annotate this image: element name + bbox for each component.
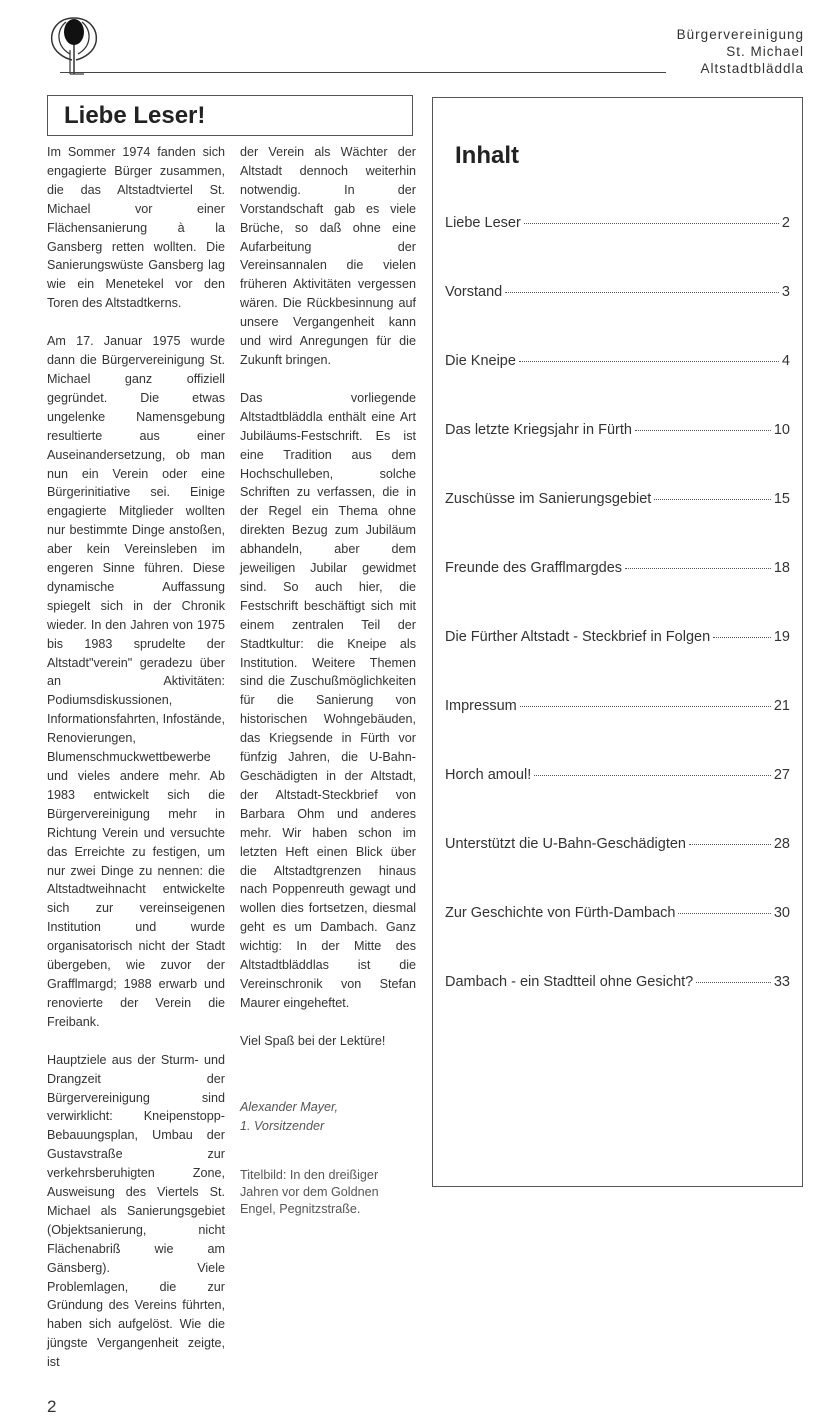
toc-entry[interactable] — [445, 422, 790, 438]
cover-caption: Titelbild: In den dreißiger Jahren vor dem Goldnen Engel, Pegnitzstraße. — [240, 1167, 379, 1216]
toc-entry[interactable] — [445, 836, 790, 852]
masthead — [677, 26, 804, 77]
toc-leader-dots — [654, 499, 771, 500]
paragraph: Hauptziele aus der Sturm- und Drangzeit der Bürgervereinigung sind verwirklicht: Kneipenstopp-Bebauungsplan, Umbau der Gustavstraße zur verkehrsberuhigten Zone, Ausweisung des Viertels St. Michael als Sanierungsgebiet (Objektsanierung, nicht Flächenabriß wie am Gänsberg). Viele Problemlagen, die zur Gründung des Vereins führten, haben sich aufgelöst. Wie die jüngste Vergangenheit zeigte, ist — [47, 1052, 225, 1370]
toc-leader-dots — [689, 844, 771, 845]
toc-entry-label: Freunde des Grafflmargdes — [445, 560, 623, 576]
toc-entry-page: 33 — [773, 974, 790, 990]
toc-entry-page: 28 — [773, 836, 790, 852]
toc-title: Inhalt — [455, 142, 519, 169]
page-number: 2 — [47, 1397, 57, 1417]
toc-entry-page: 27 — [773, 767, 790, 783]
masthead-line-1: Bürgervereinigung — [676, 27, 804, 42]
toc-entry-label: Das letzte Kriegsjahr in Fürth — [445, 422, 632, 438]
table-of-contents — [432, 97, 803, 1187]
toc-entry[interactable] — [445, 905, 790, 921]
toc-entry-label: Impressum — [445, 698, 517, 714]
article-column-1 — [47, 143, 225, 1417]
toc-entry[interactable] — [445, 629, 790, 645]
toc-leader-dots — [635, 430, 771, 431]
masthead-line-3: Altstadtbläddla — [700, 61, 804, 76]
toc-entry-page: 19 — [773, 629, 790, 645]
toc-entry-label: Horch amoul! — [445, 767, 532, 783]
toc-entry-label: Liebe Leser — [445, 215, 521, 231]
toc-entry[interactable] — [445, 353, 790, 369]
toc-leader-dots — [696, 982, 771, 983]
toc-entry-label: Dambach - ein Stadtteil ohne Gesicht? — [445, 974, 694, 990]
toc-entry[interactable] — [445, 215, 790, 231]
toc-entry[interactable] — [445, 284, 790, 300]
toc-leader-dots — [713, 637, 771, 638]
paragraph: Das vorliegende Altstadtbläddla enthält eine Art Jubiläums-Festschrift. Es ist eine Tradition aus dem Hochschulleben, solche Schriften zu verfassen, die in der Regel ein Thema ohne direkten Bezug zum Jubiläum abhandeln, aber dem jeweiligen Jubilar gewidmet sind. So auch hier, die Festschrift beschäftigt sich mit einem zentralen Teil der Stadtkultur: die Kneipe als Institution. Weitere Themen sind die Zuschußmöglichkeiten für die Sanierung von historischen Wohngebäuden, das Kriegsende in Fürth vor fünfzig Jahren, die U-Bahn-Geschädigten in der Altstadt, der Altstadt-Steckbrief von Barbara Ohm und anderes mehr. Wir haben schon im letzten Heft einen Blick über die Altstadtgrenzen hinaus nach Poppenreuth gewagt und wollen dies fortsetzen, diesmal geht es um Dambach. Ganz wichtig: In der Mitte des Altstadtbläddlas ist die Vereinschronik von Stefan Maurer eingeheftet. — [240, 390, 416, 1010]
toc-leader-dots — [505, 292, 779, 293]
toc-entry-page: 30 — [773, 905, 790, 921]
toc-entry[interactable] — [445, 974, 790, 990]
toc-entry[interactable] — [445, 491, 790, 507]
toc-entry-page: 10 — [773, 422, 790, 438]
toc-entry-label: Vorstand — [445, 284, 503, 300]
paragraph: Am 17. Januar 1975 wurde dann die Bürgervereinigung St. Michael ganz offiziell gegründet. Die etwas ungelenke Namensgebung resultierte aus einer Auseinandersetzung, ob man nun ein Verein oder eine Bürgerinitiative sei. Einige engagierte Mitglieder wollten nur bestimmte Dinge anstoßen, aber kein Vereinsleben im engeren Sinne führen. Diese dynamische Auffassung spiegelt sich in der Chronik wieder. In den Jahren von 1975 bis 1983 sprudelte der Altstadt"verein" geradezu über an Aktivitäten: Podiumsdiskussionen, Informationsfahrten, Infostände, Renovierungen, Blumenschmuckwettbewerbe und vieles andere mehr. Ab 1983 entwickelt sich die Bürgervereinigung mehr in Richtung Verein und versuchte das Erreichte zu festigen, um nur zwei Dinge zu nennen: die Altstadtweihnacht entwickelte sich zur vereinseigenen Institution und wurde organisatorisch nicht der Stadt übergeben, wie zuvor der Grafflmargd; 1988 erwarb und renovierte der Verein die Freibank. — [47, 334, 225, 1029]
signature — [240, 1098, 416, 1136]
toc-entry-label: Die Fürther Altstadt - Steckbrief in Folgen — [445, 629, 711, 645]
association-logo — [44, 10, 108, 76]
signature-name: Alexander Mayer, — [240, 1099, 339, 1114]
toc-leader-dots — [519, 361, 779, 362]
toc-entry-label: Zuschüsse im Sanierungsgebiet — [445, 491, 652, 507]
article-title: Liebe Leser! — [64, 102, 206, 129]
toc-entry-label: Die Kneipe — [445, 353, 516, 369]
toc-entry-label: Unterstützt die U-Bahn-Geschädigten — [445, 836, 686, 852]
signature-role: 1. Vorsitzender — [240, 1118, 325, 1133]
masthead-line-2: St. Michael — [726, 44, 804, 59]
toc-leader-dots — [678, 913, 770, 914]
article-title-box — [47, 95, 413, 136]
toc-leader-dots — [520, 706, 771, 707]
toc-leader-dots — [534, 775, 771, 776]
toc-entry-page: 18 — [773, 560, 790, 576]
paragraph: Im Sommer 1974 fanden sich engagierte Bürger zusammen, die das Altstadtviertel St. Michael vor einer Flächensanierung à la Gansberg retten wollten. Die Sanierungswüste Gansberg lag wie ein Menetekel vor den Toren des Altstadtkerns. — [47, 145, 225, 311]
toc-entry[interactable] — [445, 560, 790, 576]
toc-entry-page: 2 — [781, 215, 790, 231]
article-column-2 — [240, 143, 416, 1218]
toc-entry-label: Zur Geschichte von Fürth-Dambach — [445, 905, 676, 921]
toc-leader-dots — [625, 568, 771, 569]
paragraph: der Verein als Wächter der Altstadt dennoch weiterhin notwendig. In der Vorstandschaft gab es viele Brüche, so daß ohne eine Aufarbeitung der Vereinsannalen die vielen früheren Aktivitäten vergessen wären. Die Rückbesinnung auf unsere Vergangenheit kann und wird Anregungen für die Zukunft bringen. — [240, 145, 416, 367]
toc-entry-page: 21 — [773, 698, 790, 714]
toc-entry-page: 3 — [781, 284, 790, 300]
toc-entry[interactable] — [445, 698, 790, 714]
toc-leader-dots — [524, 223, 779, 224]
toc-entry-page: 15 — [773, 491, 790, 507]
paragraph: Viel Spaß bei der Lektüre! — [240, 1033, 386, 1048]
header-rule — [60, 72, 666, 73]
toc-entry[interactable] — [445, 767, 790, 783]
toc-entry-page: 4 — [781, 353, 790, 369]
